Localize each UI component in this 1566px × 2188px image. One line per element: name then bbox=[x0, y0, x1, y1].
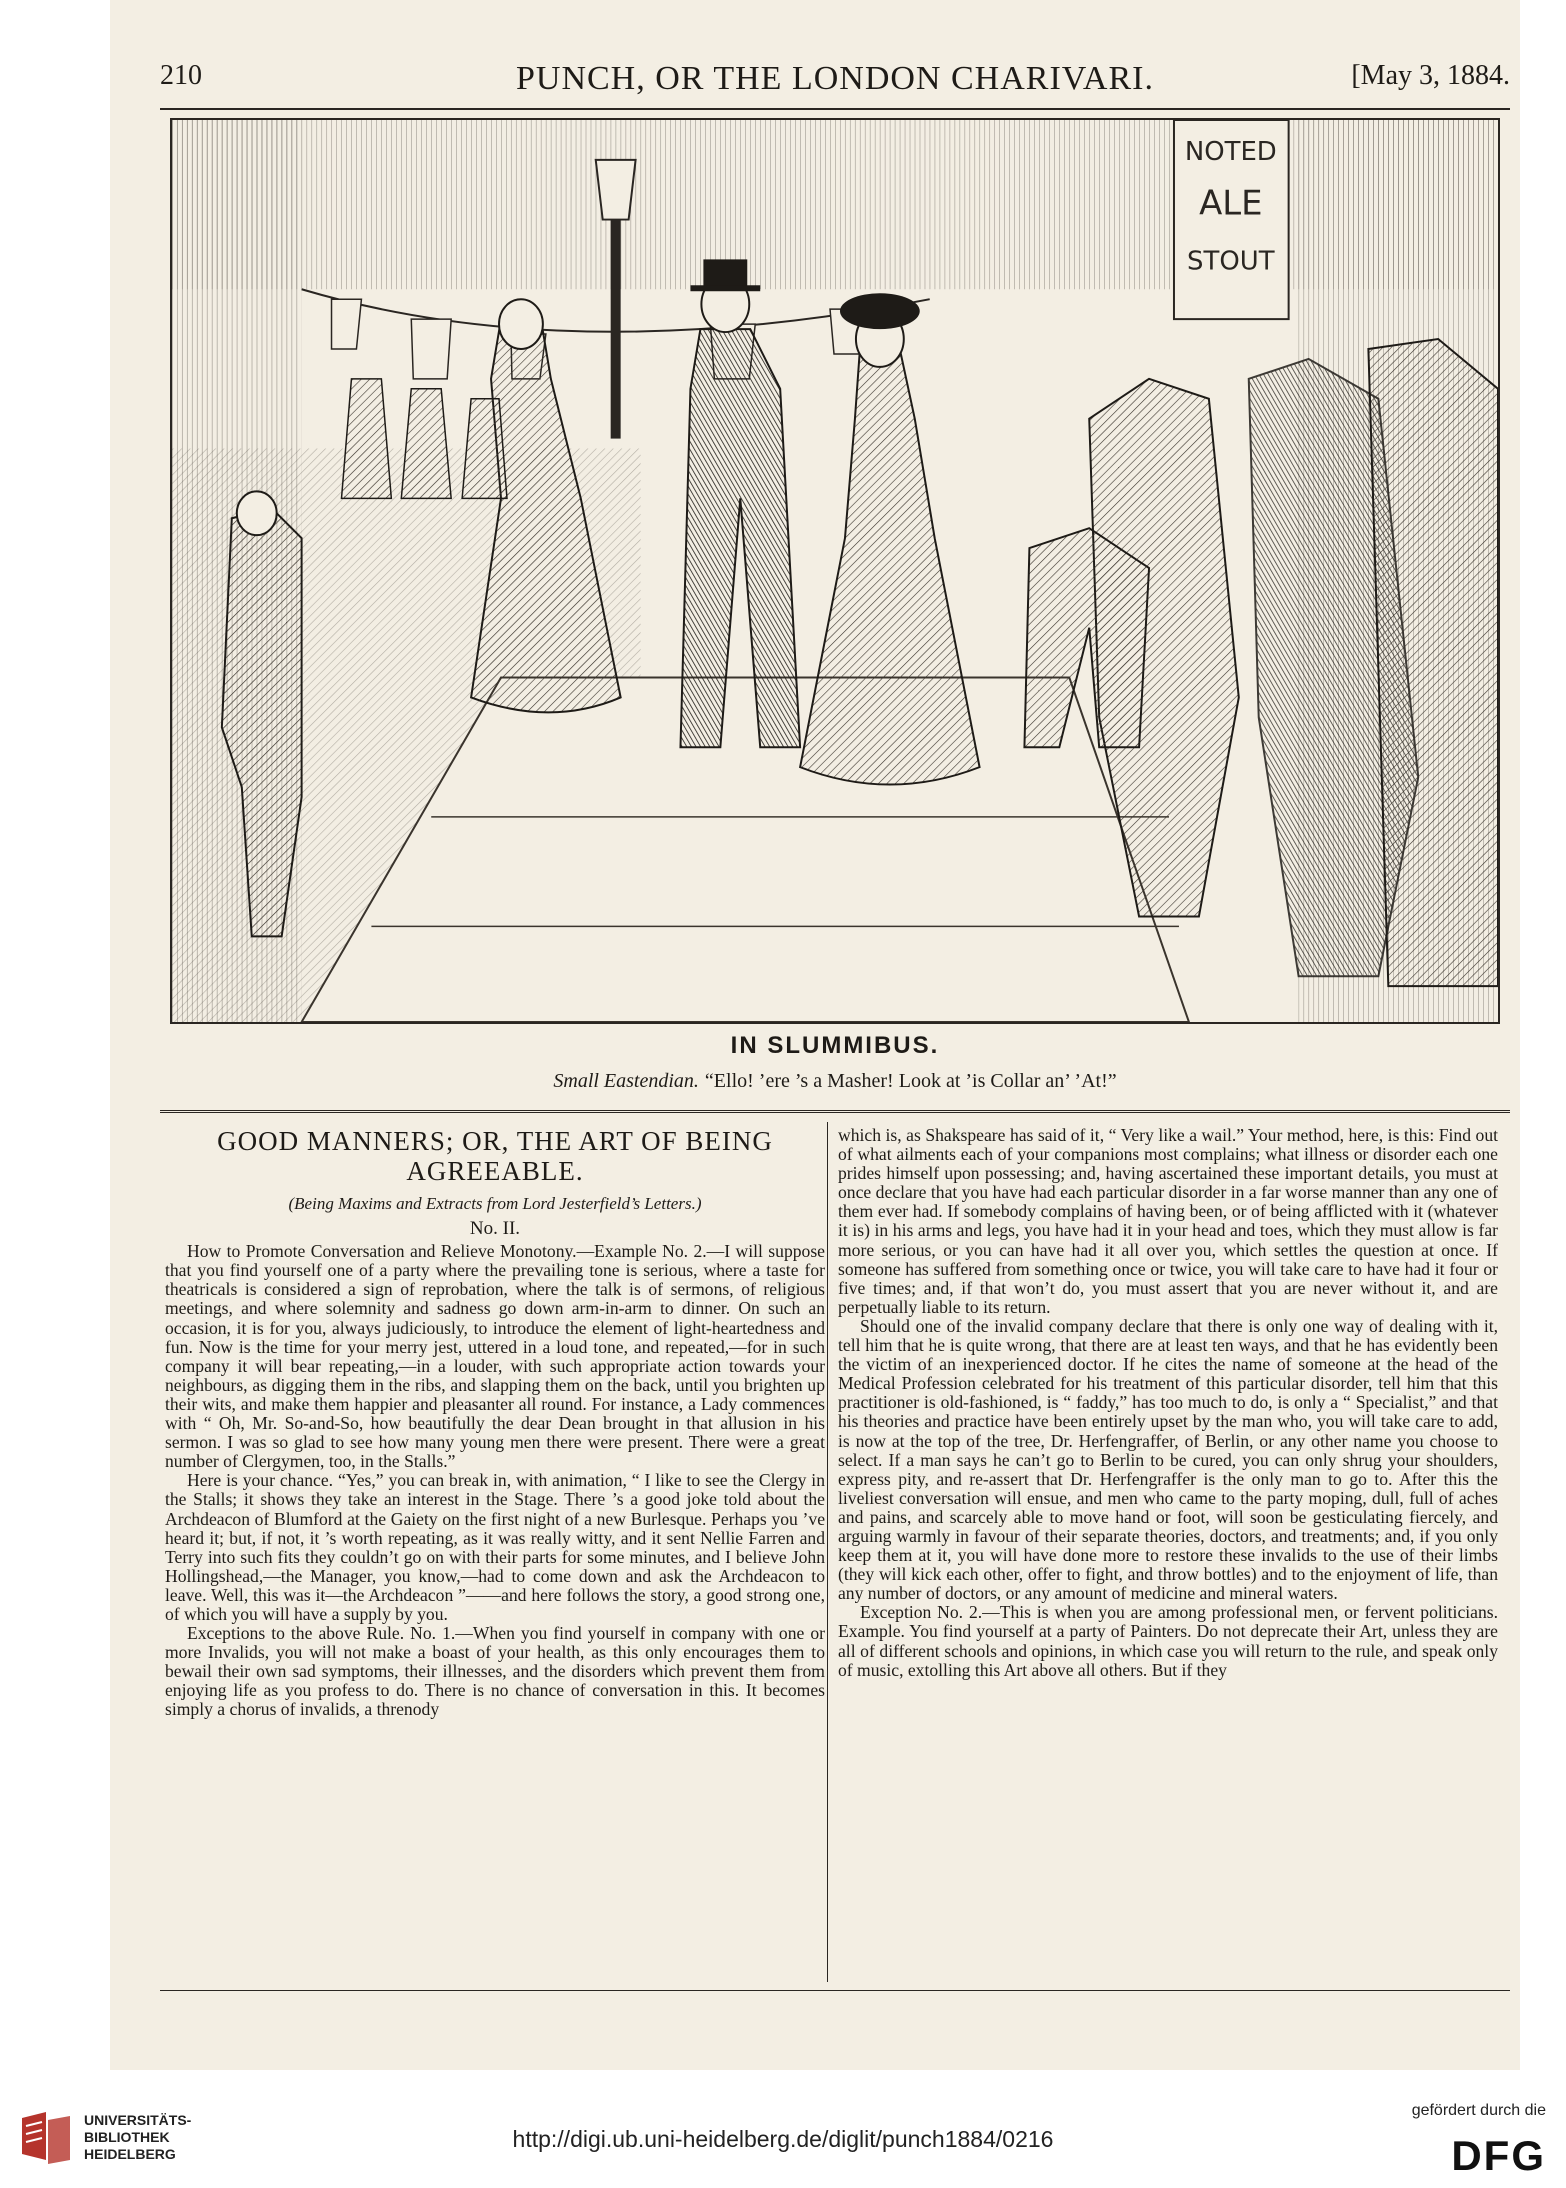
header-rule bbox=[160, 108, 1510, 110]
publication-title: PUNCH, OR THE LONDON CHARIVARI. bbox=[515, 60, 1154, 97]
article-subtitle: (Being Maxims and Extracts from Lord Jesterfield’s Letters.) bbox=[288, 1194, 702, 1213]
digitization-footer bbox=[0, 2070, 1566, 2188]
sign-word-stout: STOUT bbox=[1187, 246, 1275, 277]
article-column-right bbox=[838, 1126, 1498, 1680]
caption-quote: “Ello! ’ere ’s a Masher! Look at ’is Collar an’ ’At!” bbox=[704, 1070, 1117, 1092]
newspaper-page bbox=[110, 0, 1520, 2070]
bottom-rule bbox=[160, 1990, 1510, 1991]
dfg-logo[interactable]: DFG bbox=[1451, 2132, 1546, 2179]
caption-rule bbox=[160, 1110, 1510, 1113]
sign-word-noted: NOTED bbox=[1184, 136, 1277, 167]
permalink-url[interactable]: http://digi.ub.uni-heidelberg.de/diglit/punch1884/0216 bbox=[512, 2126, 1054, 2152]
article-number: No. II. bbox=[469, 1218, 521, 1240]
funded-by-label: gefördert durch die bbox=[1411, 2102, 1546, 2119]
article-title: GOOD MANNERS; OR, THE ART OF BEING AGREEABLE. bbox=[217, 1126, 773, 1186]
library-name: UNIVERSITÄTS- BIBLIOTHEK HEIDELBERG bbox=[84, 2112, 192, 2162]
page-header bbox=[160, 60, 1510, 100]
paragraph: Exceptions to the above Rule. No. 1.—When you find yourself in company with one or more Invalids, you will not make a boast of your health, as this only encourages them to bewail their own sad symptoms, their illnesses, and the disorders which prevent them from enjoying life as you profess to do. There is no chance of conversation in this. It becomes simply a chorus of invalids, a threnody bbox=[165, 1623, 825, 1720]
sign-word-ale: ALE bbox=[1199, 183, 1263, 223]
paragraph: Exception No. 2.—This is when you are among professional men, or fervent politicians. Example. You find yourself at a party of Painters. Do not deprecate their Art, unless they are all of different schools and opinions, in which case you will return to the rule, and speak only of music, extolling this Art above all others. But if they bbox=[838, 1602, 1498, 1680]
issue-date: [May 3, 1884. bbox=[1351, 60, 1510, 91]
caption-speaker: Small Eastendian. bbox=[553, 1070, 699, 1092]
cartoon-title: IN SLUMMIBUS. bbox=[730, 1032, 940, 1059]
paragraph: How to Promote Conversation and Relieve Monotony.—Example No. 2.—I will suppose that you find yourself one of a party where the prevailing tone is serious, where a taste for theatricals is considered a sign of reprobation, where the talk is of sermons, of religious meetings, and where solemnity and sadness go down arm-in-arm to dinner. On such an occasion, it is for you, always judiciously, to introduce the element of light-heartedness and fun. Now is the time for your merry jest, uttered in a loud tone, and repeated,—for in such company it will bear repeating,—in a louder, with such appropriate action towards your neighbours, as digging them in the ribs, and slapping them on the back, until you brighten up their wits, and make them happier and pleasanter all round. For instance, a Lady commences with “ Oh, Mr. So-and-So, how beautifully the dear Dean brought in that allusion in his sermon. I was so glad to see how many young men there were present. There were a great number of Clergymen, too, in the Stalls.” bbox=[165, 1241, 825, 1472]
column-divider bbox=[827, 1122, 828, 1982]
cartoon-illustration bbox=[170, 118, 1500, 1024]
article-column-left bbox=[165, 1126, 825, 1720]
cartoon-caption bbox=[160, 1070, 1510, 1093]
page-number: 210 bbox=[160, 60, 202, 91]
paragraph: Here is your chance. “Yes,” you can break in, with animation, “ I like to see the Clergy in the Stalls; it shows they take an interest in the Stage. There ’s a good joke told about the Archdeacon of Blumford at the Gaiety on the first night of a new Burlesque. Perhaps you ’ve heard it; but, if not, it ’s worth repeating, as it was really witty, and it sent Nellie Farren and Terry into such fits they couldn’t go on with their parts for some minutes, and I believe John Hollingshead,—the Manager, you know,—had to come down and ask the Archdeacon to leave. Well, this was it—the Archdeacon ”——and here follows the story, a good strong one, of which you will have a supply by you. bbox=[165, 1470, 825, 1624]
paragraph: which is, as Shakspeare has said of it, “ Very like a wail.” Your method, here, is this: Find out of what ailments each of your companions most complains; what illness or disorder each one prides himself upon possessing; and, having ascertained these important details, you must at once declare that you have had each particular disorder in a far worse manner than any one of them ever had. If somebody complains of having been, or of being afflicted with it (whatever it is) in his arms and legs, you have had it in your head and toes, which they must allow is far more serious, or you can have had it all over you, which settles the question at once. If someone has suffered from something once or twice, you will take care to have had it four or five times; and, if that won’t do, you must assert that you are never without it, and are perpetually liable to its return. bbox=[838, 1125, 1498, 1317]
paragraph: Should one of the invalid company declare that there is only one way of dealing with it, tell him that he is quite wrong, that there are at least ten ways, and that he has evidently been the victim of an inexperienced doctor. If he cites the name of someone at the head of the Medical Profession celebrated for his treatment of this particular disorder, tell him that this practitioner is old-fashioned, is “ faddy,” has too much to do, is only a “ Specialist,” and that his theories and practice have been entirely upset by the man who, you will take care to add, is now at the top of the tree, Dr. Herfengraffer, of Berlin, or any other name you choose to select. If a man says he can’t go to Berlin to be cured, you can only shrug your shoulders, express pity, and re-assert that Dr. Herfengraffer is the only man to go to. After this the liveliest conversation will ensue, and men who came to the party moping, dull, full of aches and pains, and scarcely able to move hand or foot, will soon be gesticulating fiercely, and arguing warmly in favour of their separate theories, doctors, and treatments; and, if you only keep them at it, you will have done more to restore these invalids to the use of their limbs (they will kick each other, offer to fight, and throw bottles) and to the enjoyment of life, than any number of doctors, or any amount of medicine and mineral waters. bbox=[838, 1315, 1498, 1604]
